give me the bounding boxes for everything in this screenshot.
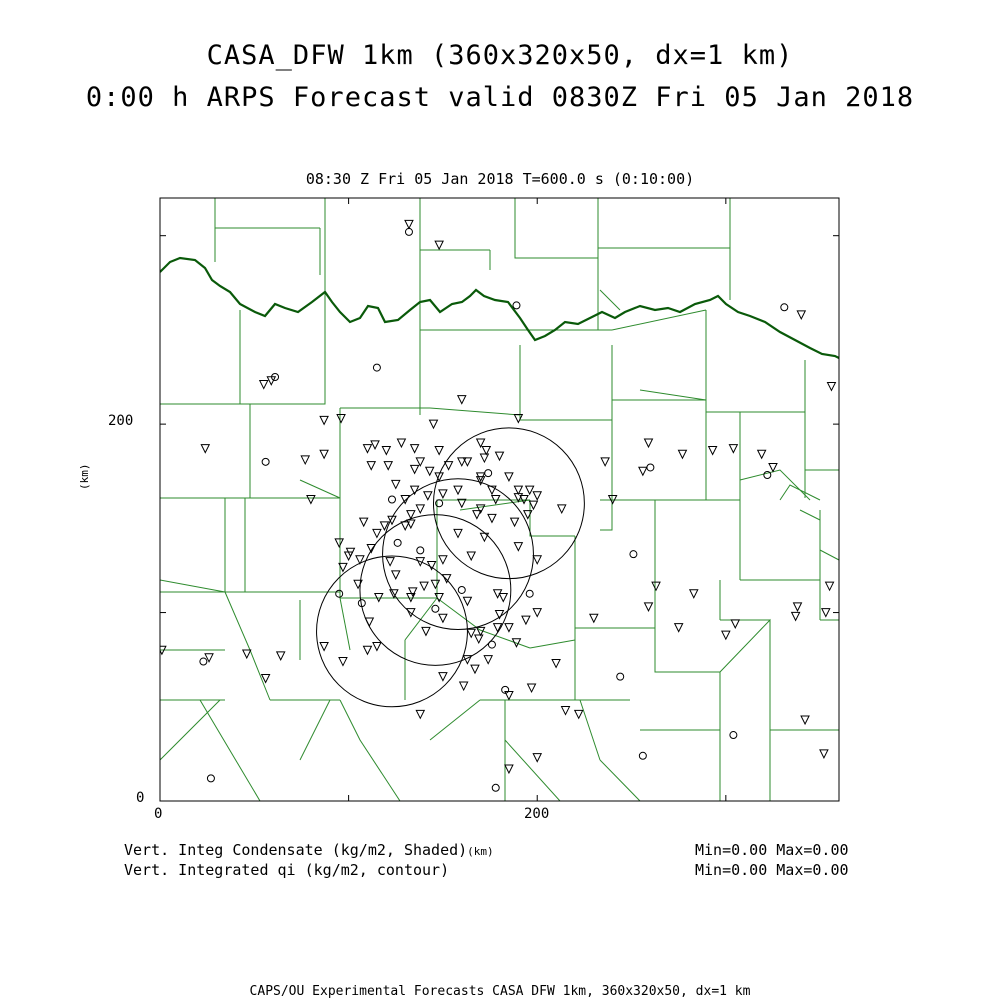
station-triangle bbox=[439, 673, 447, 681]
county-line bbox=[780, 485, 820, 500]
county-line bbox=[340, 598, 350, 650]
county-line bbox=[160, 700, 220, 760]
station-triangle bbox=[335, 539, 343, 547]
station-triangle bbox=[533, 609, 541, 617]
station-triangle bbox=[514, 543, 522, 551]
county-line bbox=[225, 592, 270, 700]
station-triangle bbox=[484, 656, 492, 664]
station-triangle bbox=[416, 505, 424, 513]
station-triangle bbox=[645, 603, 653, 611]
station-circle bbox=[262, 458, 269, 465]
county-line bbox=[405, 598, 437, 640]
station-triangle bbox=[678, 450, 686, 458]
county-boundaries bbox=[160, 198, 839, 801]
station-circle bbox=[513, 302, 520, 309]
station-triangle bbox=[373, 642, 381, 650]
county-line bbox=[300, 700, 330, 760]
x-axis-label: (km) bbox=[467, 845, 494, 858]
station-triangle bbox=[467, 629, 475, 637]
station-triangle bbox=[524, 511, 532, 519]
footer-credit: CAPS/OU Experimental Forecasts CASA DFW 1km, 360x320x50, dx=1 km bbox=[249, 984, 751, 999]
county-line bbox=[575, 628, 630, 700]
county-line bbox=[612, 310, 706, 330]
station-triangle bbox=[601, 458, 609, 466]
station-triangle bbox=[443, 575, 451, 583]
station-triangle bbox=[514, 486, 522, 494]
station-triangle bbox=[529, 501, 537, 509]
station-triangle bbox=[722, 631, 730, 639]
station-triangle bbox=[371, 441, 379, 449]
station-triangle bbox=[416, 458, 424, 466]
station-triangle bbox=[533, 492, 541, 500]
station-triangle bbox=[373, 529, 381, 537]
county-line bbox=[598, 198, 730, 248]
station-triangle bbox=[675, 624, 683, 632]
county-line bbox=[505, 740, 560, 801]
station-triangle bbox=[482, 447, 490, 455]
county-line bbox=[430, 408, 520, 415]
station-circle bbox=[458, 586, 465, 593]
station-circle bbox=[488, 641, 495, 648]
county-line bbox=[530, 500, 575, 536]
station-triangle bbox=[384, 462, 392, 470]
station-triangle bbox=[392, 571, 400, 579]
station-triangle bbox=[435, 447, 443, 455]
county-line bbox=[530, 640, 575, 648]
y-tick-200: 200 bbox=[108, 413, 134, 429]
station-triangle bbox=[645, 439, 653, 447]
station-triangle bbox=[575, 710, 583, 718]
station-triangle bbox=[301, 456, 309, 464]
station-triangle bbox=[337, 414, 345, 422]
station-triangle bbox=[467, 552, 475, 560]
station-triangle bbox=[820, 750, 828, 758]
county-line bbox=[740, 470, 810, 500]
station-triangle bbox=[488, 514, 496, 522]
state-border-line bbox=[160, 258, 839, 358]
station-triangle bbox=[411, 465, 419, 473]
county-line bbox=[430, 700, 480, 740]
station-triangle bbox=[475, 635, 483, 643]
station-triangle bbox=[397, 439, 405, 447]
map-title-line2: 0:00 h ARPS Forecast valid 0830Z Fri 05 Jan 2018 bbox=[85, 82, 915, 113]
station-triangle bbox=[201, 445, 209, 453]
county-line bbox=[820, 550, 839, 560]
station-triangle bbox=[801, 716, 809, 724]
station-triangle bbox=[401, 496, 409, 504]
station-triangle bbox=[435, 241, 443, 249]
station-triangle bbox=[505, 624, 513, 632]
legend-shaded-text: Vert. Integ Condensate (kg/m2, Shaded) bbox=[124, 841, 468, 859]
station-circle bbox=[207, 775, 214, 782]
station-triangle bbox=[439, 556, 447, 564]
station-triangle bbox=[426, 467, 434, 475]
station-circle bbox=[781, 304, 788, 311]
station-triangle bbox=[758, 450, 766, 458]
station-triangle bbox=[386, 558, 394, 566]
station-triangle bbox=[709, 447, 717, 455]
county-line bbox=[640, 390, 706, 400]
station-circle bbox=[526, 590, 533, 597]
station-triangle bbox=[477, 439, 485, 447]
station-triangle bbox=[794, 603, 802, 611]
station-triangle bbox=[320, 416, 328, 424]
station-triangle bbox=[260, 381, 268, 389]
station-triangle bbox=[382, 447, 390, 455]
station-triangle bbox=[797, 311, 805, 319]
station-triangle bbox=[558, 505, 566, 513]
county-line bbox=[160, 198, 325, 404]
station-triangle bbox=[480, 454, 488, 462]
station-triangle bbox=[514, 414, 522, 422]
radar-range-rings bbox=[317, 428, 585, 707]
county-line bbox=[600, 290, 620, 310]
station-triangle bbox=[463, 597, 471, 605]
station-triangle bbox=[499, 593, 507, 601]
station-triangle bbox=[416, 710, 424, 718]
station-triangle bbox=[590, 614, 598, 622]
station-triangle bbox=[277, 652, 285, 660]
y-tick-0: 0 bbox=[136, 790, 145, 806]
station-triangle bbox=[320, 642, 328, 650]
station-triangle bbox=[435, 593, 443, 601]
station-triangle bbox=[420, 582, 428, 590]
station-triangle bbox=[411, 445, 419, 453]
station-triangle bbox=[528, 684, 536, 692]
station-triangle bbox=[533, 556, 541, 564]
state-border bbox=[160, 258, 839, 358]
station-circle bbox=[647, 464, 654, 471]
station-triangle bbox=[429, 420, 437, 428]
station-triangle bbox=[471, 665, 479, 673]
radar-ring bbox=[383, 479, 534, 630]
x-tick-0: 0 bbox=[154, 806, 163, 822]
station-triangle bbox=[454, 529, 462, 537]
station-triangle bbox=[480, 533, 488, 541]
station-triangle bbox=[873, 471, 881, 479]
county-line bbox=[437, 598, 530, 648]
station-triangle bbox=[367, 462, 375, 470]
station-triangle bbox=[363, 646, 371, 654]
station-triangle bbox=[439, 490, 447, 498]
station-triangle bbox=[792, 612, 800, 620]
station-triangle bbox=[690, 590, 698, 598]
county-line bbox=[515, 198, 598, 258]
station-triangle bbox=[409, 588, 417, 596]
x-tick-200: 200 bbox=[524, 806, 550, 822]
station-circle bbox=[373, 364, 380, 371]
station-circle bbox=[432, 605, 439, 612]
station-triangle bbox=[307, 496, 315, 504]
county-line bbox=[200, 700, 260, 801]
station-triangle bbox=[460, 682, 468, 690]
station-triangle bbox=[375, 593, 383, 601]
county-line bbox=[720, 620, 770, 801]
station-triangle bbox=[652, 582, 660, 590]
station-circle bbox=[617, 673, 624, 680]
station-triangle bbox=[769, 463, 777, 471]
county-line bbox=[437, 500, 530, 598]
station-triangle bbox=[458, 396, 466, 404]
county-line bbox=[215, 198, 320, 228]
county-line bbox=[340, 700, 400, 801]
station-triangle bbox=[526, 486, 534, 494]
station-triangle bbox=[552, 659, 560, 667]
station-circle bbox=[730, 732, 737, 739]
station-triangle bbox=[522, 616, 530, 624]
station-triangle bbox=[360, 518, 368, 526]
station-triangle bbox=[488, 486, 496, 494]
county-line bbox=[800, 510, 820, 520]
legend-shaded bbox=[124, 841, 494, 859]
county-line bbox=[600, 500, 612, 530]
shaded-minmax: Min=0.00 Max=0.00 bbox=[695, 841, 849, 859]
station-triangle bbox=[439, 614, 447, 622]
county-line bbox=[160, 580, 225, 592]
station-triangle bbox=[533, 754, 541, 762]
county-line bbox=[655, 628, 720, 672]
station-triangle bbox=[320, 450, 328, 458]
station-triangle bbox=[424, 492, 432, 500]
station-triangle bbox=[826, 582, 834, 590]
radar-ring bbox=[360, 515, 511, 666]
station-circle bbox=[492, 784, 499, 791]
plot-subtitle: 08:30 Z Fri 05 Jan 2018 T=600.0 s (0:10:00) bbox=[305, 170, 695, 188]
county-line bbox=[706, 360, 805, 412]
station-circle bbox=[394, 539, 401, 546]
station-triangle bbox=[392, 480, 400, 488]
station-circle bbox=[485, 470, 492, 477]
station-triangle bbox=[731, 620, 739, 628]
station-triangle bbox=[822, 609, 830, 617]
county-line bbox=[600, 760, 640, 801]
station-triangle bbox=[243, 650, 251, 658]
station-triangle bbox=[496, 452, 504, 460]
station-circle bbox=[630, 551, 637, 558]
station-triangle bbox=[827, 382, 835, 390]
station-circle bbox=[200, 658, 207, 665]
station-triangle bbox=[562, 707, 570, 715]
station-circle bbox=[639, 752, 646, 759]
station-triangle bbox=[454, 486, 462, 494]
county-line bbox=[300, 480, 340, 498]
station-triangle bbox=[505, 473, 513, 481]
station-triangle bbox=[363, 445, 371, 453]
station-circle bbox=[388, 496, 395, 503]
station-triangle bbox=[339, 658, 347, 666]
station-triangle bbox=[422, 627, 430, 635]
station-triangle bbox=[639, 467, 647, 475]
station-circle bbox=[764, 472, 771, 479]
y-axis-label: (km) bbox=[78, 463, 91, 490]
station-triangle bbox=[445, 462, 453, 470]
station-markers bbox=[158, 220, 881, 791]
station-triangle bbox=[405, 220, 413, 228]
contour-minmax: Min=0.00 Max=0.00 bbox=[695, 861, 849, 879]
legend-contour: Vert. Integrated qi (kg/m2, contour) bbox=[124, 861, 450, 879]
station-triangle bbox=[505, 765, 513, 773]
county-line bbox=[580, 700, 600, 760]
station-triangle bbox=[511, 518, 519, 526]
station-circle bbox=[336, 590, 343, 597]
map-title-line1: CASA_DFW 1km (360x320x50, dx=1 km) bbox=[206, 40, 794, 71]
county-line bbox=[655, 500, 740, 628]
station-triangle bbox=[431, 580, 439, 588]
station-circle bbox=[417, 547, 424, 554]
station-triangle bbox=[729, 445, 737, 453]
